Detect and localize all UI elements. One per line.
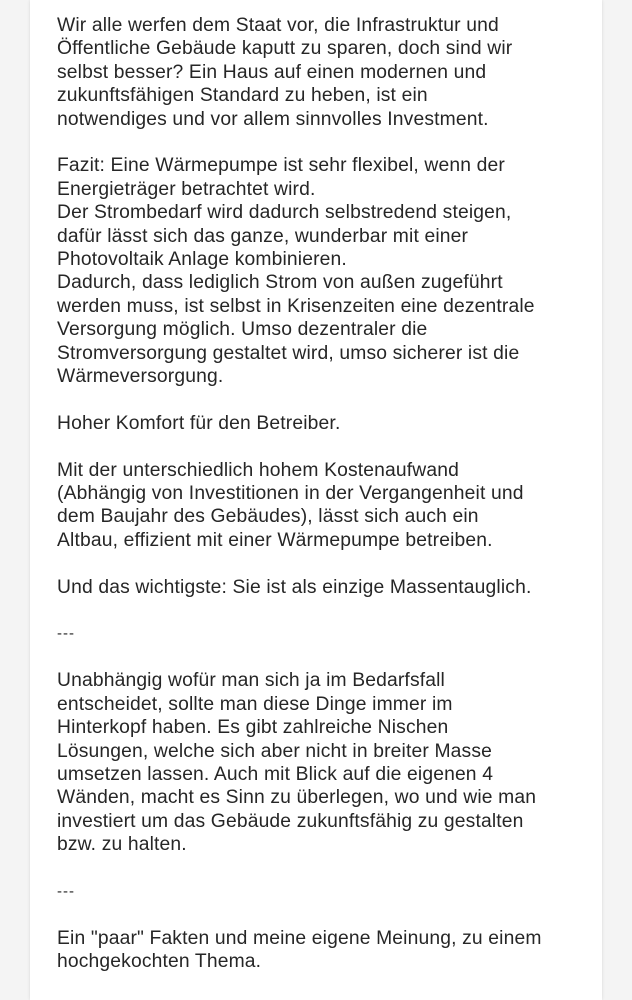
text-line: Unabhängig wofür man sich ja im Bedarfsfall xyxy=(57,670,445,692)
text-line: Mit der unterschiedlich hohem Kostenaufwand xyxy=(57,459,459,481)
text-line: Dadurch, dass lediglich Strom von außen zugeführt xyxy=(57,272,503,294)
text-line: Ein "paar" Fakten und meine eigene Meinung, zu einem xyxy=(57,927,542,949)
text-line: Hoher Komfort für den Betreiber. xyxy=(57,412,341,434)
text-line: Wir alle werfen dem Staat vor, die Infrastruktur und xyxy=(57,15,499,36)
text-line: Fazit: Eine Wärmepumpe ist sehr flexibel, wenn der xyxy=(57,155,505,177)
article-page xyxy=(30,0,602,1000)
text-line: Altbau, effizient mit einer Wärmepumpe betreiben. xyxy=(57,529,493,551)
text-line: Stromversorgung gestaltet wird, umso sicherer ist die xyxy=(57,342,520,364)
text-line: hochgekochten Thema. xyxy=(57,951,262,973)
paragraph-comfort xyxy=(57,412,597,435)
text-line: Der Strombedarf wird dadurch selbstredend steigen, xyxy=(57,202,512,224)
paragraph-conclusion xyxy=(57,154,597,388)
paragraph-mass-suitable xyxy=(57,576,597,599)
text-line: Und das wichtigste: Sie ist als einzige Massentauglich. xyxy=(57,576,532,598)
text-line: zukunftsfähigen Standard zu heben, ist ein xyxy=(57,85,428,107)
separator: --- xyxy=(57,625,75,643)
paragraph-niche-solutions xyxy=(57,669,597,856)
text-line: Wärmeversorgung. xyxy=(57,366,224,388)
text-line: (Abhängig von Investitionen in der Vergangenheit und xyxy=(57,483,524,505)
text-line: entscheidet, sollte man diese Dinge immer im xyxy=(57,693,453,715)
text-line: bzw. zu halten. xyxy=(57,834,187,856)
text-line: Hinterkopf haben. Es gibt zahlreiche Nischen xyxy=(57,717,449,739)
text-line: umsetzen lassen. Auch mit Blick auf die eigenen 4 xyxy=(57,763,494,785)
text-line: Lösungen, welche sich aber nicht in breiter Masse xyxy=(57,740,492,762)
text-line: werden muss, ist selbst in Krisenzeiten eine dezentrale xyxy=(57,295,535,317)
text-line: Photovoltaik Anlage kombinieren. xyxy=(57,249,347,271)
text-line: notwendiges und vor allem sinnvolles Investment. xyxy=(57,108,489,130)
text-line: Wänden, macht es Sinn zu überlegen, wo und wie man xyxy=(57,787,537,809)
paragraph-cost xyxy=(57,459,597,553)
text-line: investiert um das Gebäude zukunftsfähig zu gestalten xyxy=(57,810,524,832)
paragraph-infrastructure xyxy=(57,14,597,131)
text-line: Öffentliche Gebäude kaputt zu sparen, doch sind wir xyxy=(57,38,513,60)
text-line: dafür lässt sich das ganze, wunderbar mit einer xyxy=(57,225,469,247)
paragraph-closing xyxy=(57,927,597,974)
text-line: dem Baujahr des Gebäudes), lässt sich auch ein xyxy=(57,506,479,528)
text-line: Versorgung möglich. Umso dezentraler die xyxy=(57,319,428,341)
separator: --- xyxy=(57,882,75,900)
text-line: selbst besser? Ein Haus auf einen modernen und xyxy=(57,61,487,83)
text-line: Energieträger betrachtet wird. xyxy=(57,178,316,200)
article-body xyxy=(57,14,597,997)
